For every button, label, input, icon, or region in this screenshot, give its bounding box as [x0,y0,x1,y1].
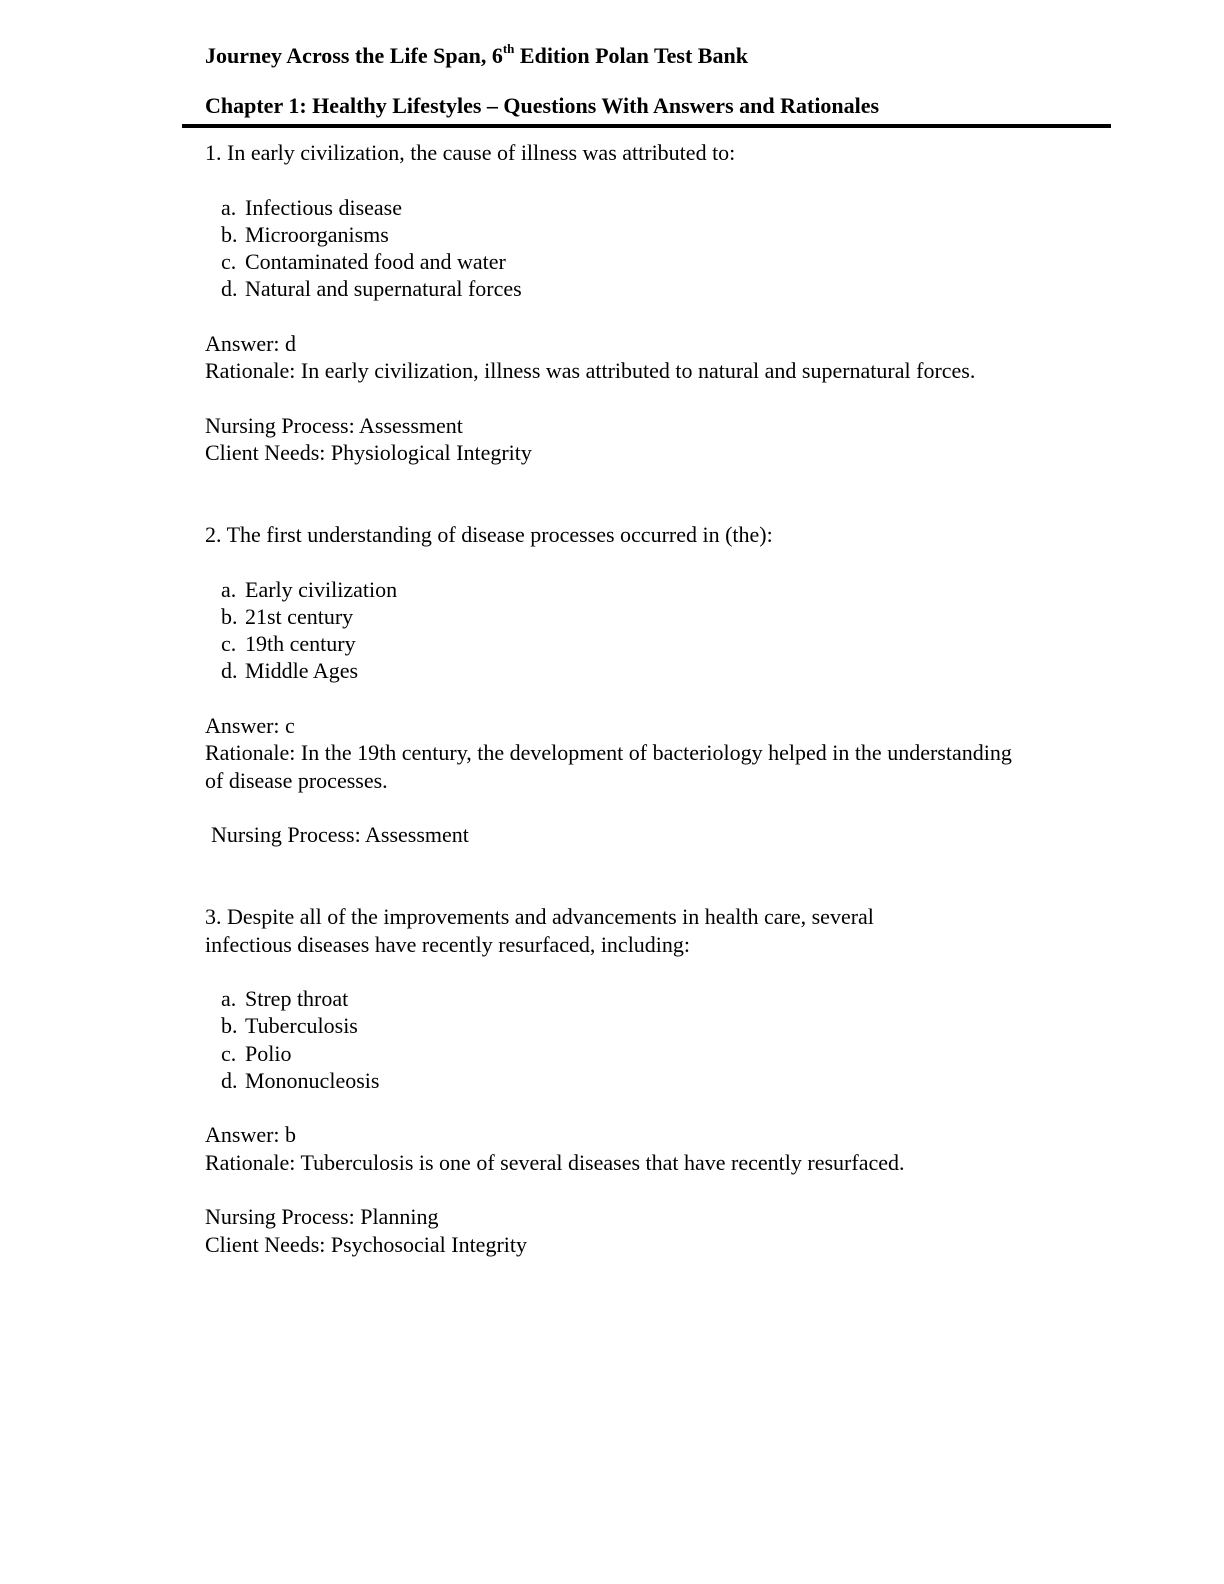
option-letter: d. [221,658,238,684]
question-1-meta [205,412,1105,467]
question-3-stem-line-1: 3. Despite all of the improvements and advancements in health care, several [205,904,874,929]
document-title-superscript: th [502,40,515,56]
answer: Answer: b [205,1122,297,1148]
question-2-option-b [205,603,1105,630]
question-3-option-a [205,985,1105,1012]
rationale-line-1: Rationale: In the 19th century, the development of bacteriology helped in the understanding [205,740,1012,766]
question-3-stem-line-2: infectious diseases have recently resurfaced, including: [205,931,691,957]
option-text: Infectious disease [245,194,402,220]
option-letter: c. [221,249,237,275]
option-text: Contaminated food and water [245,249,506,275]
option-text: Natural and supernatural forces [245,276,522,302]
question-1-option-a [205,194,1105,221]
question-1-option-b [205,221,1105,248]
question-1-options [205,194,1105,303]
option-letter: c. [221,631,237,657]
option-letter: b. [221,221,238,247]
client-needs: Client Needs: Psychosocial Integrity [205,1231,527,1257]
rationale: Rationale: In early civilization, illness was attributed to natural and supernatural forces. [205,358,976,384]
nursing-process: Nursing Process: Assessment [211,822,469,848]
option-text: Microorganisms [245,221,389,247]
question-3-options [205,985,1105,1094]
option-text: Polio [245,1040,292,1066]
option-letter: a. [221,194,237,220]
option-letter: b. [221,603,238,629]
question-3-answer-block [205,1121,1105,1176]
rationale-line-2: of disease processes. [205,767,388,793]
question-1-option-c [205,248,1105,275]
nursing-process: Nursing Process: Assessment [205,412,463,438]
question-2-options [205,576,1105,685]
question-2-option-d [205,657,1105,684]
document-title-prefix: Journey Across the Life Span, 6 [205,43,503,68]
option-letter: d. [221,276,238,302]
option-text: Middle Ages [245,658,359,684]
option-text: Tuberculosis [245,1013,358,1039]
question-1-stem: 1. In early civilization, the cause of illness was attributed to: [205,140,736,165]
question-3-meta [205,1203,1105,1258]
question-1 [205,139,1105,467]
option-letter: d. [221,1067,238,1093]
question-3 [205,903,1105,1258]
header-divider [182,124,1111,128]
question-1-option-d [205,275,1105,302]
option-letter: a. [221,986,237,1011]
chapter-title: Chapter 1: Healthy Lifestyles – Questions With Answers and Rationales [205,93,880,118]
question-2-option-a [205,576,1105,603]
option-letter: c. [221,1040,237,1066]
nursing-process: Nursing Process: Planning [205,1204,439,1230]
question-3-option-d [205,1067,1105,1094]
option-letter: a. [221,576,237,602]
document-title [205,42,748,70]
question-2 [205,521,1105,849]
question-1-answer-block [205,330,1105,385]
option-text: 19th century [245,631,356,657]
option-letter: b. [221,1013,238,1039]
client-needs: Client Needs: Physiological Integrity [205,440,532,466]
answer: Answer: d [205,330,297,356]
question-3-option-b [205,1012,1105,1039]
document-title-suffix: Edition Polan Test Bank [514,43,748,68]
question-2-meta [205,821,1105,849]
question-2-option-c [205,630,1105,657]
question-2-answer-block [205,712,1105,795]
question-2-stem: 2. The first understanding of disease processes occurred in (the): [205,522,773,547]
question-3-option-c [205,1040,1105,1067]
option-text: Mononucleosis [245,1067,380,1093]
answer: Answer: c [205,712,295,738]
option-text: Early civilization [245,576,398,602]
option-text: Strep throat [245,986,349,1011]
option-text: 21st century [245,603,354,629]
rationale: Rationale: Tuberculosis is one of several diseases that have recently resurfaced. [205,1149,905,1175]
